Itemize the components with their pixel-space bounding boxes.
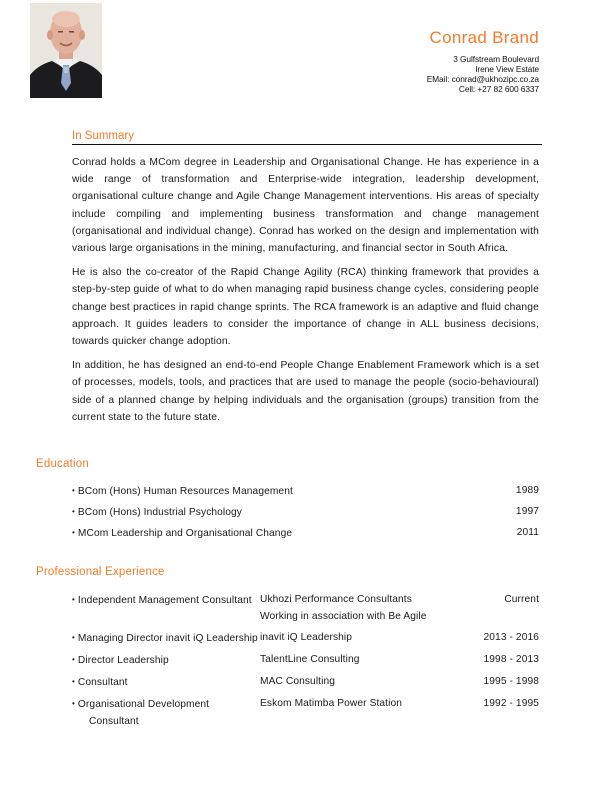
- experience-heading: Professional Experience: [36, 566, 165, 578]
- experience-list: [72, 591, 539, 734]
- company-name: Ukhozi Performance Consultants: [260, 594, 412, 605]
- job-title: Director Leadership: [77, 655, 169, 666]
- job-period: 1998 - 2013: [483, 654, 539, 665]
- education-list: [72, 483, 539, 546]
- summary-body: [72, 154, 539, 433]
- job-period: 1995 - 1998: [483, 676, 539, 687]
- bullet-icon: •: [72, 655, 75, 664]
- summary-paragraph: Conrad holds a MCom degree in Leadership and Organisational Change. He has experience in a wide range of transformation and Enterprise-wide integration, leadership development, organisational culture change and Agile Change Management interventions. His areas of specialty include compiling and implementing business transformation and change management (organisational and individual change). Conrad has worked on the design and implementation with various large organisations in the mining, manufacturing, and financial sector in South Africa.: [72, 157, 539, 255]
- bullet-icon: •: [72, 699, 75, 708]
- experience-item: [72, 695, 539, 730]
- company-name: TalentLine Consulting: [260, 654, 360, 665]
- job-period: 2013 - 2016: [483, 632, 539, 643]
- job-period: Current: [504, 594, 539, 605]
- education-year: 2011: [516, 527, 539, 538]
- experience-item: [72, 591, 539, 625]
- bullet-icon: •: [72, 595, 75, 604]
- experience-item: [72, 651, 539, 669]
- bullet-icon: •: [72, 677, 75, 686]
- education-heading: Education: [36, 458, 89, 470]
- job-title: Organisational Development Consultant: [77, 699, 210, 727]
- education-year: 1997: [515, 506, 539, 517]
- job-title: Independent Management Consultant: [77, 595, 252, 606]
- experience-item: [72, 629, 539, 647]
- email-line[interactable]: EMail: conrad@ukhozipc.co.za: [426, 74, 539, 84]
- job-period: 1992 - 1995: [483, 698, 539, 709]
- bullet-icon: •: [72, 528, 75, 537]
- education-degree: BCom (Hons) Human Resources Management: [77, 486, 293, 497]
- company-note: Working in association with Be Agile: [260, 611, 427, 622]
- company-name: MAC Consulting: [260, 676, 336, 687]
- address-line-2: Irene View Estate: [475, 64, 539, 74]
- education-item: [72, 525, 539, 546]
- bullet-icon: •: [72, 633, 75, 642]
- job-title: Consultant: [77, 677, 128, 688]
- summary-heading: In Summary: [72, 130, 542, 145]
- bullet-icon: •: [72, 486, 75, 495]
- company-name: Eskom Matimba Power Station: [260, 698, 402, 709]
- candidate-name: Conrad Brand: [429, 28, 539, 47]
- education-year: 1989: [515, 485, 539, 496]
- education-item: [72, 504, 539, 525]
- summary-paragraph: He is also the co-creator of the Rapid Change Agility (RCA) thinking framework that provides a step-by-step guide of what to do when managing rapid business change cycles, considering people change best practices in rapid change sprints. The RCA framework is an adaptive and fluid change approach. It guides leaders to consider the importance of change in ALL business decisions, towards quicker change adoption.: [72, 267, 539, 348]
- profile-photo: [30, 3, 102, 98]
- contact-block: [427, 28, 539, 94]
- company-name: inavit iQ Leadership: [260, 632, 353, 643]
- job-title: Managing Director inavit iQ Leadership: [77, 633, 258, 644]
- portrait-image-icon: [30, 3, 102, 98]
- cell-line: Cell: +27 82 600 6337: [458, 84, 539, 94]
- address-line-1: 3 Gulfstream Boulevard: [453, 54, 539, 64]
- education-degree: MCom Leadership and Organisational Change: [77, 528, 293, 539]
- education-item: [72, 483, 539, 504]
- bullet-icon: •: [72, 507, 75, 516]
- summary-paragraph: In addition, he has designed an end-to-end People Change Enablement Framework which is a set of processes, models, tools, and practices that are used to manage the people (socio-behavioural) side of a planned change by helping individuals and the organisation (groups) transition from the current state to the future state.: [72, 360, 539, 423]
- education-degree: BCom (Hons) Industrial Psychology: [77, 507, 243, 518]
- experience-item: [72, 673, 539, 691]
